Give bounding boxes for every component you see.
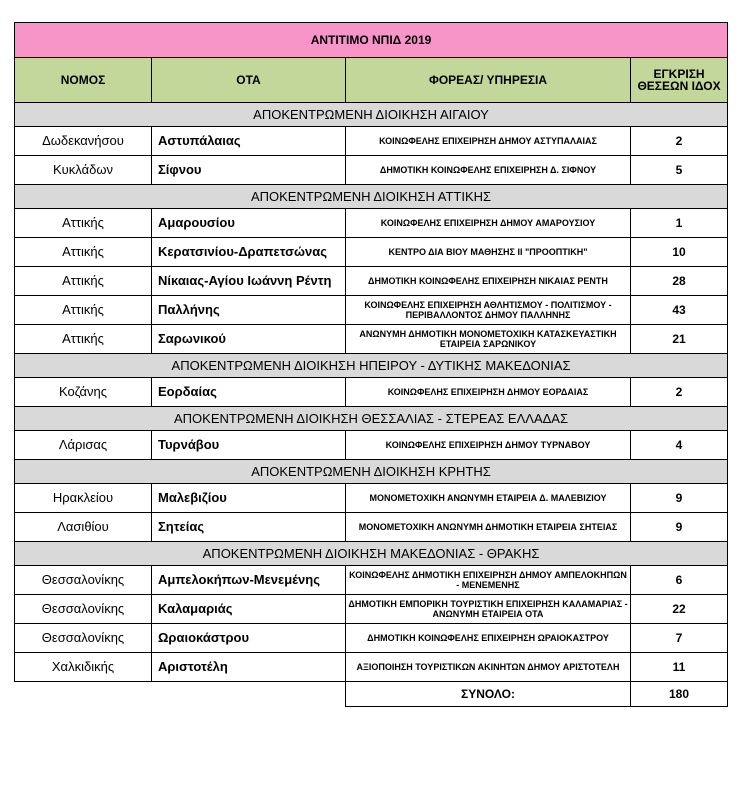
cell-thesis: 9 (631, 513, 728, 542)
table-row (15, 378, 728, 407)
cell-ota: Καλαμαριάς (152, 595, 346, 624)
title-row (15, 23, 728, 58)
cell-ota: Μαλεβιζίου (152, 484, 346, 513)
cell-foreas: ΜΟΝΟΜΕΤΟΧΙΚΗ ΑΝΩΝΥΜΗ ΕΤΑΙΡΕΙΑ Δ. ΜΑΛΕΒΙΖΙΟΥ (346, 484, 631, 513)
total-value: 180 (631, 682, 728, 707)
header-foreas: ΦΟΡΕΑΣ/ ΥΠΗΡΕΣΙΑ (346, 58, 631, 103)
cell-foreas: ΔΗΜΟΤΙΚΗ ΚΟΙΝΩΦΕΛΗΣ ΕΠΙΧΕΙΡΗΣΗ ΝΙΚΑΙΑΣ ΡΕΝΤΗ (346, 267, 631, 296)
region-title: ΑΠΟΚΕΝΤΡΩΜΕΝΗ ΔΙΟΙΚΗΣΗ ΗΠΕΙΡΟΥ - ΔΥΤΙΚΗΣ ΜΑΚΕΔΟΝΙΑΣ (15, 354, 728, 378)
region-row (15, 103, 728, 127)
cell-ota: Σαρωνικού (152, 325, 346, 354)
table-row (15, 156, 728, 185)
region-title: ΑΠΟΚΕΝΤΡΩΜΕΝΗ ΔΙΟΙΚΗΣΗ ΚΡΗΤΗΣ (15, 460, 728, 484)
cell-nomos: Κυκλάδων (15, 156, 152, 185)
table-row (15, 624, 728, 653)
cell-thesis: 5 (631, 156, 728, 185)
region-row (15, 460, 728, 484)
cell-nomos: Αττικής (15, 238, 152, 267)
table-title: ΑΝΤΙΤΙΜΟ ΝΠΙΔ 2019 (15, 23, 728, 58)
table-row (15, 484, 728, 513)
cell-thesis: 43 (631, 296, 728, 325)
cell-ota: Αμπελοκήπων-Μενεμένης (152, 566, 346, 595)
table-row (15, 238, 728, 267)
cell-thesis: 7 (631, 624, 728, 653)
cell-foreas: ΚΟΙΝΩΦΕΛΗΣ ΕΠΙΧΕΙΡΗΣΗ ΔΗΜΟΥ ΤΥΡΝΑΒΟΥ (346, 431, 631, 460)
cell-foreas: ΚΟΙΝΩΦΕΛΗΣ ΔΗΜΟΤΙΚΗ ΕΠΙΧΕΙΡΗΣΗ ΔΗΜΟΥ ΑΜΠΕΛΟΚΗΠΩΝ - ΜΕΝΕΜΕΝΗΣ (346, 566, 631, 595)
table-row (15, 296, 728, 325)
cell-nomos: Θεσσαλονίκης (15, 624, 152, 653)
table-body (15, 23, 728, 707)
region-row (15, 185, 728, 209)
table-row (15, 513, 728, 542)
region-title: ΑΠΟΚΕΝΤΡΩΜΕΝΗ ΔΙΟΙΚΗΣΗ ΑΤΤΙΚΗΣ (15, 185, 728, 209)
region-title: ΑΠΟΚΕΝΤΡΩΜΕΝΗ ΔΙΟΙΚΗΣΗ ΘΕΣΣΑΛΙΑΣ - ΣΤΕΡΕΑΣ ΕΛΛΑΔΑΣ (15, 407, 728, 431)
cell-ota: Αριστοτέλη (152, 653, 346, 682)
table-row (15, 325, 728, 354)
cell-nomos: Ηρακλείου (15, 484, 152, 513)
cell-foreas: ΔΗΜΟΤΙΚΗ ΚΟΙΝΩΦΕΛΗΣ ΕΠΙΧΕΙΡΗΣΗ ΩΡΑΙΟΚΑΣΤΡΟΥ (346, 624, 631, 653)
cell-thesis: 2 (631, 378, 728, 407)
cell-nomos: Δωδεκανήσου (15, 127, 152, 156)
total-label: ΣΥΝΟΛΟ: (346, 682, 631, 707)
cell-foreas: ΑΞΙΟΠΟΙΗΣΗ ΤΟΥΡΙΣΤΙΚΩΝ ΑΚΙΝΗΤΩΝ ΔΗΜΟΥ ΑΡΙΣΤΟΤΕΛΗ (346, 653, 631, 682)
region-title: ΑΠΟΚΕΝΤΡΩΜΕΝΗ ΔΙΟΙΚΗΣΗ ΜΑΚΕΔΟΝΙΑΣ - ΘΡΑΚΗΣ (15, 542, 728, 566)
cell-thesis: 1 (631, 209, 728, 238)
cell-nomos: Αττικής (15, 209, 152, 238)
cell-ota: Τυρνάβου (152, 431, 346, 460)
cell-ota: Εορδαίας (152, 378, 346, 407)
cell-nomos: Θεσσαλονίκης (15, 566, 152, 595)
cell-foreas: ΚΟΙΝΩΦΕΛΗΣ ΕΠΙΧΕΙΡΗΣΗ ΑΘΛΗΤΙΣΜΟΥ - ΠΟΛΙΤΙΣΜΟΥ - ΠΕΡΙΒΑΛΛΟΝΤΟΣ ΔΗΜΟΥ ΠΑΛΛΗΝΗΣ (346, 296, 631, 325)
cell-ota: Ωραιοκάστρου (152, 624, 346, 653)
cell-nomos: Αττικής (15, 267, 152, 296)
cell-nomos: Χαλκιδικής (15, 653, 152, 682)
table-row (15, 566, 728, 595)
table-row (15, 431, 728, 460)
region-title: ΑΠΟΚΕΝΤΡΩΜΕΝΗ ΔΙΟΙΚΗΣΗ ΑΙΓΑΙΟΥ (15, 103, 728, 127)
cell-foreas: ΔΗΜΟΤΙΚΗ ΕΜΠΟΡΙΚΗ ΤΟΥΡΙΣΤΙΚΗ ΕΠΙΧΕΙΡΗΣΗ ΚΑΛΑΜΑΡΙΑΣ - ΑΝΩΝΥΜΗ ΕΤΑΙΡΕΙΑ ΟΤΑ (346, 595, 631, 624)
table-row (15, 595, 728, 624)
cell-foreas: ΔΗΜΟΤΙΚΗ ΚΟΙΝΩΦΕΛΗΣ ΕΠΙΧΕΙΡΗΣΗ Δ. ΣΙΦΝΟΥ (346, 156, 631, 185)
header-ota: ΟΤΑ (152, 58, 346, 103)
cell-foreas: ΚΕΝΤΡΟ ΔΙΑ ΒΙΟΥ ΜΑΘΗΣΗΣ ΙΙ "ΠΡΟΟΠΤΙΚΗ" (346, 238, 631, 267)
cell-thesis: 21 (631, 325, 728, 354)
cell-nomos: Αττικής (15, 296, 152, 325)
header-nomos: ΝΟΜΟΣ (15, 58, 152, 103)
table-row (15, 127, 728, 156)
header-row (15, 58, 728, 103)
cell-thesis: 6 (631, 566, 728, 595)
total-row (15, 682, 728, 707)
cell-foreas: ΚΟΙΝΩΦΕΛΗΣ ΕΠΙΧΕΙΡΗΣΗ ΔΗΜΟΥ ΑΣΤΥΠΑΛΑΙΑΣ (346, 127, 631, 156)
cell-ota: Αστυπάλαιας (152, 127, 346, 156)
cell-thesis: 2 (631, 127, 728, 156)
cell-thesis: 9 (631, 484, 728, 513)
cell-nomos: Κοζάνης (15, 378, 152, 407)
cell-foreas: ΚΟΙΝΩΦΕΛΗΣ ΕΠΙΧΕΙΡΗΣΗ ΔΗΜΟΥ ΑΜΑΡΟΥΣΙΟΥ (346, 209, 631, 238)
cell-ota: Σητείας (152, 513, 346, 542)
cell-nomos: Λάρισας (15, 431, 152, 460)
positions-table (14, 22, 728, 707)
header-thesis: ΕΓΚΡΙΣΗ ΘΕΣΕΩΝ ΙΔΟΧ (631, 58, 728, 103)
cell-ota: Αμαρουσίου (152, 209, 346, 238)
cell-thesis: 22 (631, 595, 728, 624)
cell-nomos: Αττικής (15, 325, 152, 354)
cell-ota: Παλλήνης (152, 296, 346, 325)
cell-ota: Κερατσινίου-Δραπετσώνας (152, 238, 346, 267)
cell-foreas: ΑΝΩΝΥΜΗ ΔΗΜΟΤΙΚΗ ΜΟΝΟΜΕΤΟΧΙΚΗ ΚΑΤΑΣΚΕΥΑΣΤΙΚΗ ΕΤΑΙΡΕΙΑ ΣΑΡΩΝΙΚΟΥ (346, 325, 631, 354)
table-row (15, 209, 728, 238)
total-spacer (15, 682, 346, 707)
table-row (15, 267, 728, 296)
cell-nomos: Λασιθίου (15, 513, 152, 542)
cell-thesis: 10 (631, 238, 728, 267)
region-row (15, 354, 728, 378)
cell-thesis: 28 (631, 267, 728, 296)
cell-thesis: 4 (631, 431, 728, 460)
cell-ota: Σίφνου (152, 156, 346, 185)
region-row (15, 542, 728, 566)
cell-ota: Νίκαιας-Αγίου Ιωάννη Ρέντη (152, 267, 346, 296)
table-row (15, 653, 728, 682)
cell-foreas: ΚΟΙΝΩΦΕΛΗΣ ΕΠΙΧΕΙΡΗΣΗ ΔΗΜΟΥ ΕΟΡΔΑΙΑΣ (346, 378, 631, 407)
cell-foreas: ΜΟΝΟΜΕΤΟΧΙΚΗ ΑΝΩΝΥΜΗ ΔΗΜΟΤΙΚΗ ΕΤΑΙΡΕΙΑ ΣΗΤΕΙΑΣ (346, 513, 631, 542)
cell-thesis: 11 (631, 653, 728, 682)
cell-nomos: Θεσσαλονίκης (15, 595, 152, 624)
region-row (15, 407, 728, 431)
